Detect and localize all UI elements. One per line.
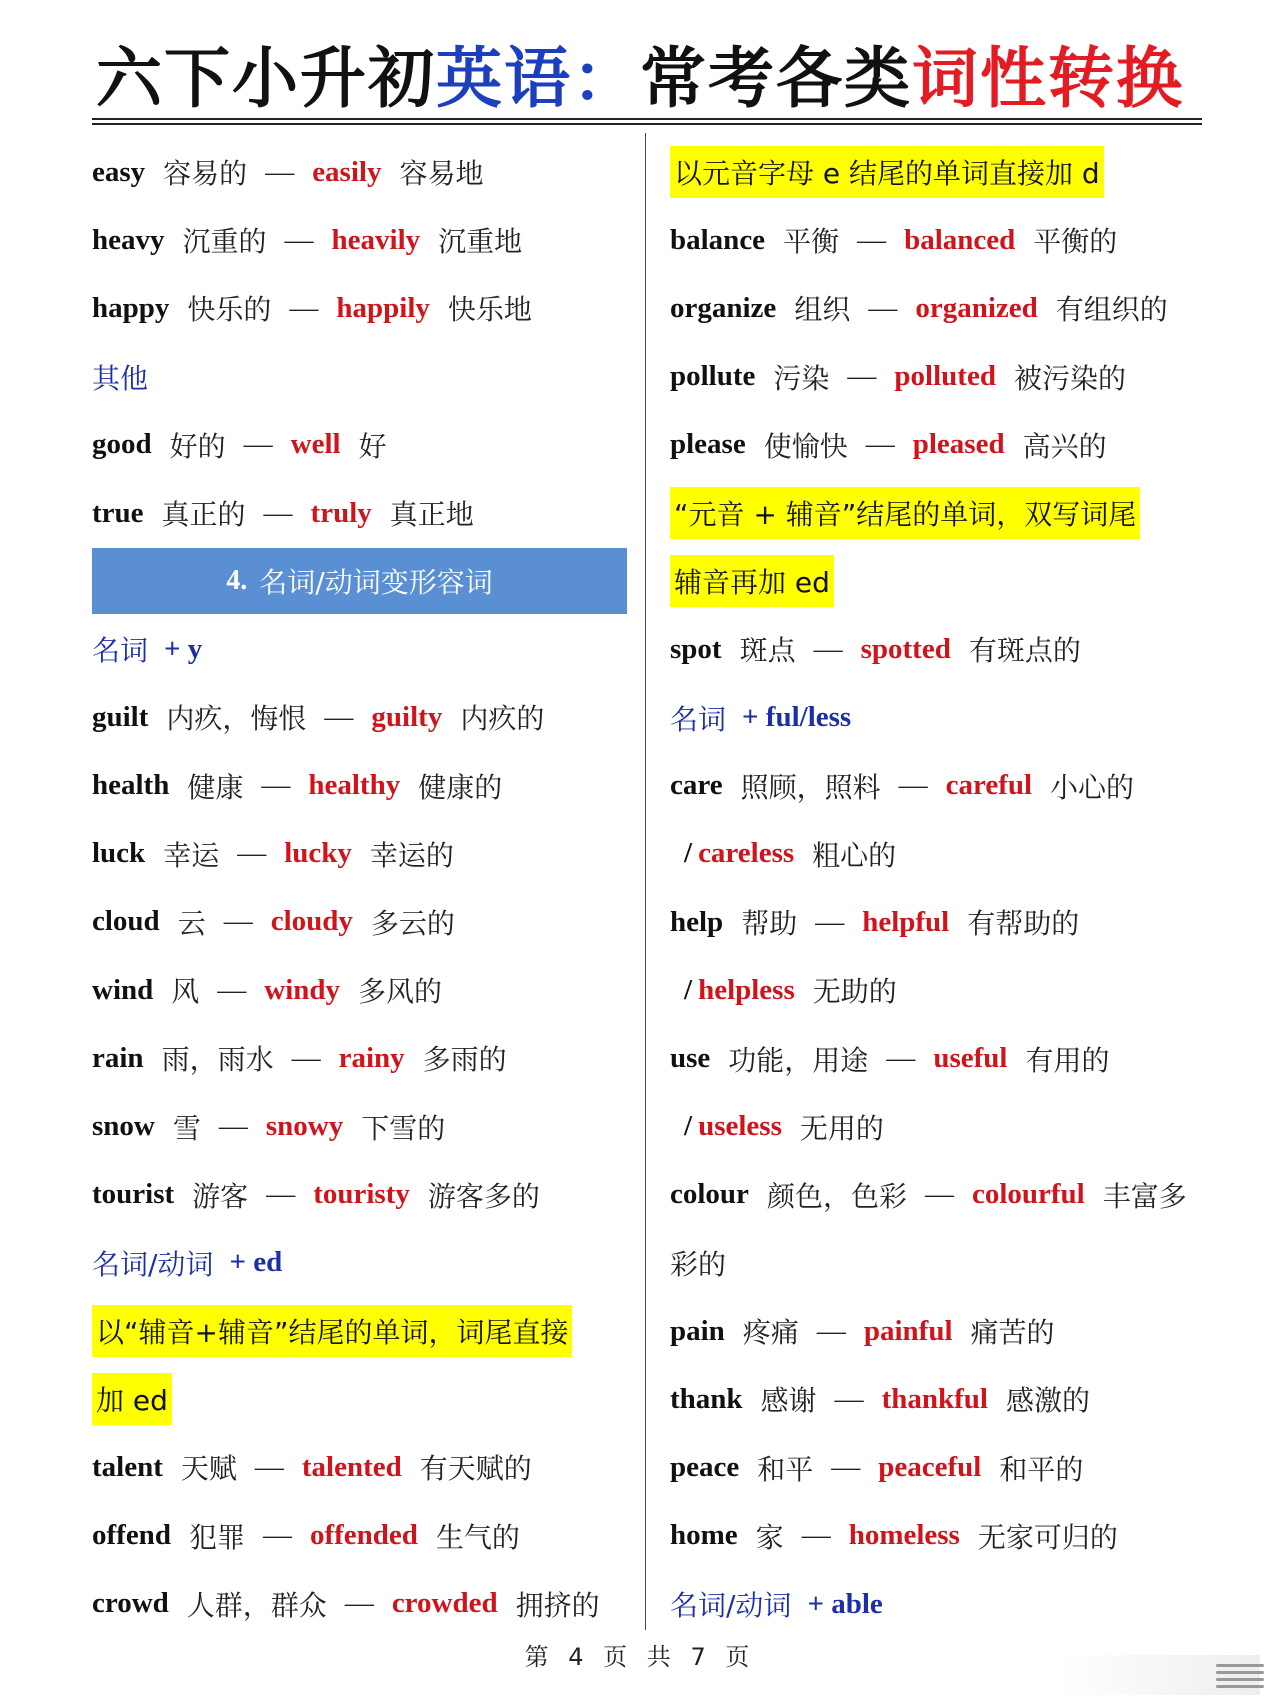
source-word: home xyxy=(670,1519,738,1552)
highlighted-rule xyxy=(670,547,1215,615)
left-column xyxy=(92,138,627,1638)
dash-separator: — xyxy=(284,223,314,256)
derived-word: thankful xyxy=(881,1382,988,1415)
highlighted-rule xyxy=(92,1365,627,1433)
derived-meaning: 和平的 xyxy=(999,1452,1084,1486)
word-pair-row xyxy=(92,1570,627,1638)
continuation-text xyxy=(670,1229,1215,1297)
source-meaning: 使愉快 xyxy=(763,429,848,463)
dash-separator: — xyxy=(898,769,928,802)
dash-separator: — xyxy=(324,700,354,733)
title-divider xyxy=(92,118,1202,120)
dash-separator: — xyxy=(815,905,845,938)
rule-heading-suffix: + y xyxy=(164,632,203,665)
word-pair-row xyxy=(92,752,627,820)
derived-meaning: 小心的 xyxy=(1050,770,1135,804)
derived-word: guilty xyxy=(371,700,443,733)
derived-meaning: 无用的 xyxy=(799,1111,884,1145)
dash-separator: — xyxy=(262,1519,292,1552)
rule-heading xyxy=(670,1570,1215,1638)
dash-separator: — xyxy=(816,1314,846,1347)
dash-separator: — xyxy=(223,905,253,938)
slash-separator: / xyxy=(684,973,693,1006)
source-meaning: 天赋 xyxy=(180,1452,237,1486)
derived-meaning: 拥挤的 xyxy=(515,1588,600,1622)
derived-meaning: 内疚的 xyxy=(460,702,545,736)
rule-heading xyxy=(92,1229,627,1297)
source-word: offend xyxy=(92,1519,171,1552)
source-word: cloud xyxy=(92,905,160,938)
word-pair-row xyxy=(92,1433,627,1501)
derived-word: crowded xyxy=(391,1587,498,1620)
word-pair-row xyxy=(92,1024,627,1092)
dash-separator: — xyxy=(217,973,247,1006)
derived-meaning: 有帮助的 xyxy=(967,907,1080,941)
word-pair-row xyxy=(670,1297,1215,1365)
source-word: pollute xyxy=(670,360,756,393)
word-pair-row xyxy=(670,206,1215,274)
derived-meaning: 平衡的 xyxy=(1033,225,1118,259)
derived-word: peaceful xyxy=(878,1451,982,1484)
title-part-2: 英语： xyxy=(436,40,640,117)
source-word: happy xyxy=(92,291,170,324)
source-meaning: 风 xyxy=(171,975,200,1009)
highlighted-rule-text: 以“辅音+辅音”结尾的单词，词尾直接 xyxy=(92,1305,572,1357)
section-number: 4. xyxy=(226,565,248,597)
rule-heading-suffix: + ful/less xyxy=(742,701,852,734)
derived-meaning: 游客多的 xyxy=(427,1179,540,1213)
highlighted-rule xyxy=(670,138,1215,206)
source-meaning: 容易的 xyxy=(163,157,248,191)
source-meaning: 健康 xyxy=(187,770,244,804)
continuation-meaning: 彩的 xyxy=(670,1248,727,1282)
source-meaning: 真正的 xyxy=(161,498,246,532)
dash-separator: — xyxy=(857,223,887,256)
derived-meaning: 多风的 xyxy=(358,975,443,1009)
dash-separator: — xyxy=(218,1110,248,1143)
derived-word: painful xyxy=(863,1314,953,1347)
derived-meaning: 好 xyxy=(358,429,387,463)
source-meaning: 疼痛 xyxy=(742,1316,799,1350)
dash-separator: — xyxy=(831,1451,861,1484)
source-word: rain xyxy=(92,1041,144,1074)
derived-word: snowy xyxy=(265,1110,344,1143)
source-word: peace xyxy=(670,1451,740,1484)
derived-word: cloudy xyxy=(270,905,353,938)
highlighted-rule xyxy=(92,1297,627,1365)
dash-separator: — xyxy=(263,496,293,529)
dash-separator: — xyxy=(265,155,295,188)
source-meaning: 平衡 xyxy=(783,225,840,259)
derived-word: offended xyxy=(309,1519,418,1552)
word-pair-row xyxy=(92,274,627,342)
dash-separator: — xyxy=(886,1042,916,1075)
dash-separator: — xyxy=(847,360,877,393)
derived-meaning: 生气的 xyxy=(435,1520,520,1554)
highlighted-rule-text: 以元音字母 e 结尾的单词直接加 d xyxy=(670,146,1104,198)
title-part-4: 词性转换 xyxy=(912,40,1184,117)
source-word: good xyxy=(92,428,152,461)
source-word: spot xyxy=(670,632,722,665)
derived-word: heavily xyxy=(331,223,421,256)
dash-separator: — xyxy=(813,632,843,665)
rule-heading-suffix: + able xyxy=(807,1587,883,1620)
derived-meaning: 无家可归的 xyxy=(977,1520,1118,1554)
word-pair-row xyxy=(670,752,1215,820)
highlighted-rule-text: 加 ed xyxy=(92,1373,172,1425)
derived-word: truly xyxy=(310,496,372,529)
source-meaning: 犯罪 xyxy=(188,1520,245,1554)
derived-meaning: 沉重地 xyxy=(438,225,523,259)
alternate-form-row xyxy=(670,956,1215,1024)
derived-word: polluted xyxy=(894,360,996,393)
source-word: colour xyxy=(670,1178,749,1211)
rule-heading xyxy=(92,615,627,683)
dash-separator: — xyxy=(865,428,895,461)
source-meaning: 好的 xyxy=(169,429,226,463)
source-word: tourist xyxy=(92,1178,175,1211)
derived-meaning: 真正地 xyxy=(389,498,474,532)
slash-separator: / xyxy=(684,837,693,870)
word-pair-row xyxy=(670,1434,1215,1502)
source-meaning: 雨，雨水 xyxy=(161,1043,274,1077)
source-meaning: 斑点 xyxy=(739,634,796,668)
derived-meaning: 有用的 xyxy=(1025,1043,1110,1077)
source-word: true xyxy=(92,496,144,529)
source-word: use xyxy=(670,1042,711,1075)
source-word: thank xyxy=(670,1382,743,1415)
source-meaning: 人群，群众 xyxy=(186,1588,327,1622)
dash-separator: — xyxy=(801,1519,831,1552)
derived-meaning: 容易地 xyxy=(399,157,484,191)
rule-heading xyxy=(92,343,627,411)
derived-word: balanced xyxy=(904,223,1016,256)
derived-meaning: 高兴的 xyxy=(1022,429,1107,463)
derived-meaning: 被污染的 xyxy=(1013,361,1126,395)
word-pair-row xyxy=(92,479,627,547)
dash-separator: — xyxy=(868,291,898,324)
source-meaning: 组织 xyxy=(794,293,851,327)
source-meaning: 功能，用途 xyxy=(728,1043,869,1077)
dash-separator: — xyxy=(291,1041,321,1074)
dash-separator: — xyxy=(254,1450,284,1483)
derived-word: careful xyxy=(945,769,1033,802)
source-word: crowd xyxy=(92,1587,169,1620)
derived-word: spotted xyxy=(860,632,951,665)
word-pair-row xyxy=(670,1024,1215,1092)
column-divider xyxy=(645,133,646,1630)
dash-separator: — xyxy=(261,769,291,802)
source-word: health xyxy=(92,769,170,802)
derived-word: happily xyxy=(336,291,430,324)
word-pair-row xyxy=(670,343,1215,411)
word-pair-row xyxy=(92,820,627,888)
derived-meaning: 多云的 xyxy=(370,906,455,940)
source-meaning: 沉重的 xyxy=(182,225,267,259)
word-pair-row xyxy=(670,1502,1215,1570)
derived-meaning: 幸运的 xyxy=(369,838,454,872)
derived-meaning: 有斑点的 xyxy=(968,634,1081,668)
source-word: easy xyxy=(92,155,146,188)
derived-word: useful xyxy=(933,1042,1008,1075)
source-meaning: 感谢 xyxy=(760,1384,817,1418)
word-pair-row xyxy=(670,615,1215,683)
source-word: guilt xyxy=(92,700,149,733)
word-pair-row xyxy=(92,138,627,206)
source-meaning: 幸运 xyxy=(163,838,220,872)
derived-word: organized xyxy=(915,291,1038,324)
derived-word: windy xyxy=(264,973,341,1006)
dash-separator: — xyxy=(344,1587,374,1620)
page-title xyxy=(0,34,1280,124)
dash-separator: — xyxy=(266,1178,296,1211)
source-word: please xyxy=(670,428,746,461)
word-pair-row xyxy=(670,888,1215,956)
source-meaning: 污染 xyxy=(773,361,830,395)
rule-heading-label: 名词/动词 xyxy=(92,1247,214,1281)
derived-meaning: 丰富多 xyxy=(1102,1179,1187,1213)
derived-word: touristy xyxy=(313,1178,410,1211)
source-meaning: 家 xyxy=(755,1520,784,1554)
derived-meaning: 粗心的 xyxy=(812,838,897,872)
rule-heading-label: 其他 xyxy=(92,361,149,395)
word-pair-row xyxy=(670,274,1215,342)
dash-separator: — xyxy=(924,1178,954,1211)
derived-word: rainy xyxy=(338,1041,405,1074)
title-part-3: 常考各类 xyxy=(640,40,912,117)
section-title: 名词/动词变形容词 xyxy=(259,566,493,600)
derived-meaning: 痛苦的 xyxy=(970,1316,1055,1350)
derived-word: well xyxy=(290,428,341,461)
rule-heading-label: 名词 xyxy=(92,634,149,668)
highlighted-rule-text: “元音 + 辅音”结尾的单词，双写词尾 xyxy=(670,487,1140,539)
derived-meaning: 有组织的 xyxy=(1055,293,1168,327)
derived-meaning: 多雨的 xyxy=(422,1043,507,1077)
word-pair-row xyxy=(92,1161,627,1229)
dash-separator: — xyxy=(237,837,267,870)
derived-word: colourful xyxy=(971,1178,1085,1211)
source-meaning: 和平 xyxy=(757,1452,814,1486)
dash-separator: — xyxy=(834,1382,864,1415)
source-meaning: 快乐的 xyxy=(187,293,272,327)
derived-word: pleased xyxy=(912,428,1005,461)
slash-separator: / xyxy=(684,1110,693,1143)
word-pair-row xyxy=(92,956,627,1024)
derived-word: healthy xyxy=(308,769,401,802)
rule-heading-label: 名词/动词 xyxy=(670,1589,792,1623)
source-word: snow xyxy=(92,1110,155,1143)
title-part-1: 六下小升初 xyxy=(96,40,436,117)
title-divider-2 xyxy=(92,123,1202,125)
derived-meaning: 健康的 xyxy=(418,770,503,804)
word-pair-row xyxy=(92,411,627,479)
derived-word: useless xyxy=(698,1110,782,1143)
source-meaning: 帮助 xyxy=(741,907,798,941)
derived-meaning: 无助的 xyxy=(812,975,897,1009)
rule-heading-suffix: + ed xyxy=(229,1246,283,1279)
alternate-form-row xyxy=(670,1093,1215,1161)
derived-meaning: 下雪的 xyxy=(361,1111,446,1145)
source-word: luck xyxy=(92,837,146,870)
derived-meaning: 感激的 xyxy=(1005,1384,1090,1418)
page-number: 第 4 页 共 7 页 xyxy=(524,1643,756,1671)
source-word: organize xyxy=(670,291,777,324)
word-pair-row xyxy=(670,1161,1215,1229)
source-meaning: 内疚，悔恨 xyxy=(166,702,307,736)
source-word: heavy xyxy=(92,223,165,256)
source-word: balance xyxy=(670,223,766,256)
derived-word: helpless xyxy=(698,973,795,1006)
derived-word: easily xyxy=(312,155,382,188)
source-word: wind xyxy=(92,973,154,1006)
word-pair-row xyxy=(92,206,627,274)
derived-word: homeless xyxy=(848,1519,960,1552)
source-meaning: 云 xyxy=(177,906,206,940)
highlighted-rule xyxy=(670,479,1215,547)
word-pair-row xyxy=(670,411,1215,479)
word-pair-row xyxy=(92,683,627,751)
word-pair-row xyxy=(92,888,627,956)
source-meaning: 照顾，照料 xyxy=(740,770,881,804)
rule-heading-label: 名词 xyxy=(670,702,727,736)
source-word: help xyxy=(670,905,724,938)
source-meaning: 游客 xyxy=(192,1179,249,1213)
source-word: pain xyxy=(670,1314,725,1347)
derived-word: careless xyxy=(698,837,795,870)
alternate-form-row xyxy=(670,820,1215,888)
right-column xyxy=(670,138,1215,1638)
source-meaning: 颜色，色彩 xyxy=(766,1179,907,1213)
dash-separator: — xyxy=(289,291,319,324)
derived-word: helpful xyxy=(862,905,950,938)
section-header-bar xyxy=(92,548,627,614)
source-meaning: 雪 xyxy=(172,1111,201,1145)
derived-meaning: 有天赋的 xyxy=(419,1452,532,1486)
menu-icon[interactable] xyxy=(1216,1660,1264,1690)
word-pair-row xyxy=(92,1092,627,1160)
derived-word: talented xyxy=(301,1450,402,1483)
source-word: talent xyxy=(92,1450,163,1483)
rule-heading xyxy=(670,684,1215,752)
highlighted-rule-text: 辅音再加 ed xyxy=(670,555,834,607)
dash-separator: — xyxy=(243,428,273,461)
source-word: care xyxy=(670,769,723,802)
derived-meaning: 快乐地 xyxy=(447,293,532,327)
word-pair-row xyxy=(92,1502,627,1570)
word-pair-row xyxy=(670,1365,1215,1433)
derived-word: lucky xyxy=(284,837,352,870)
